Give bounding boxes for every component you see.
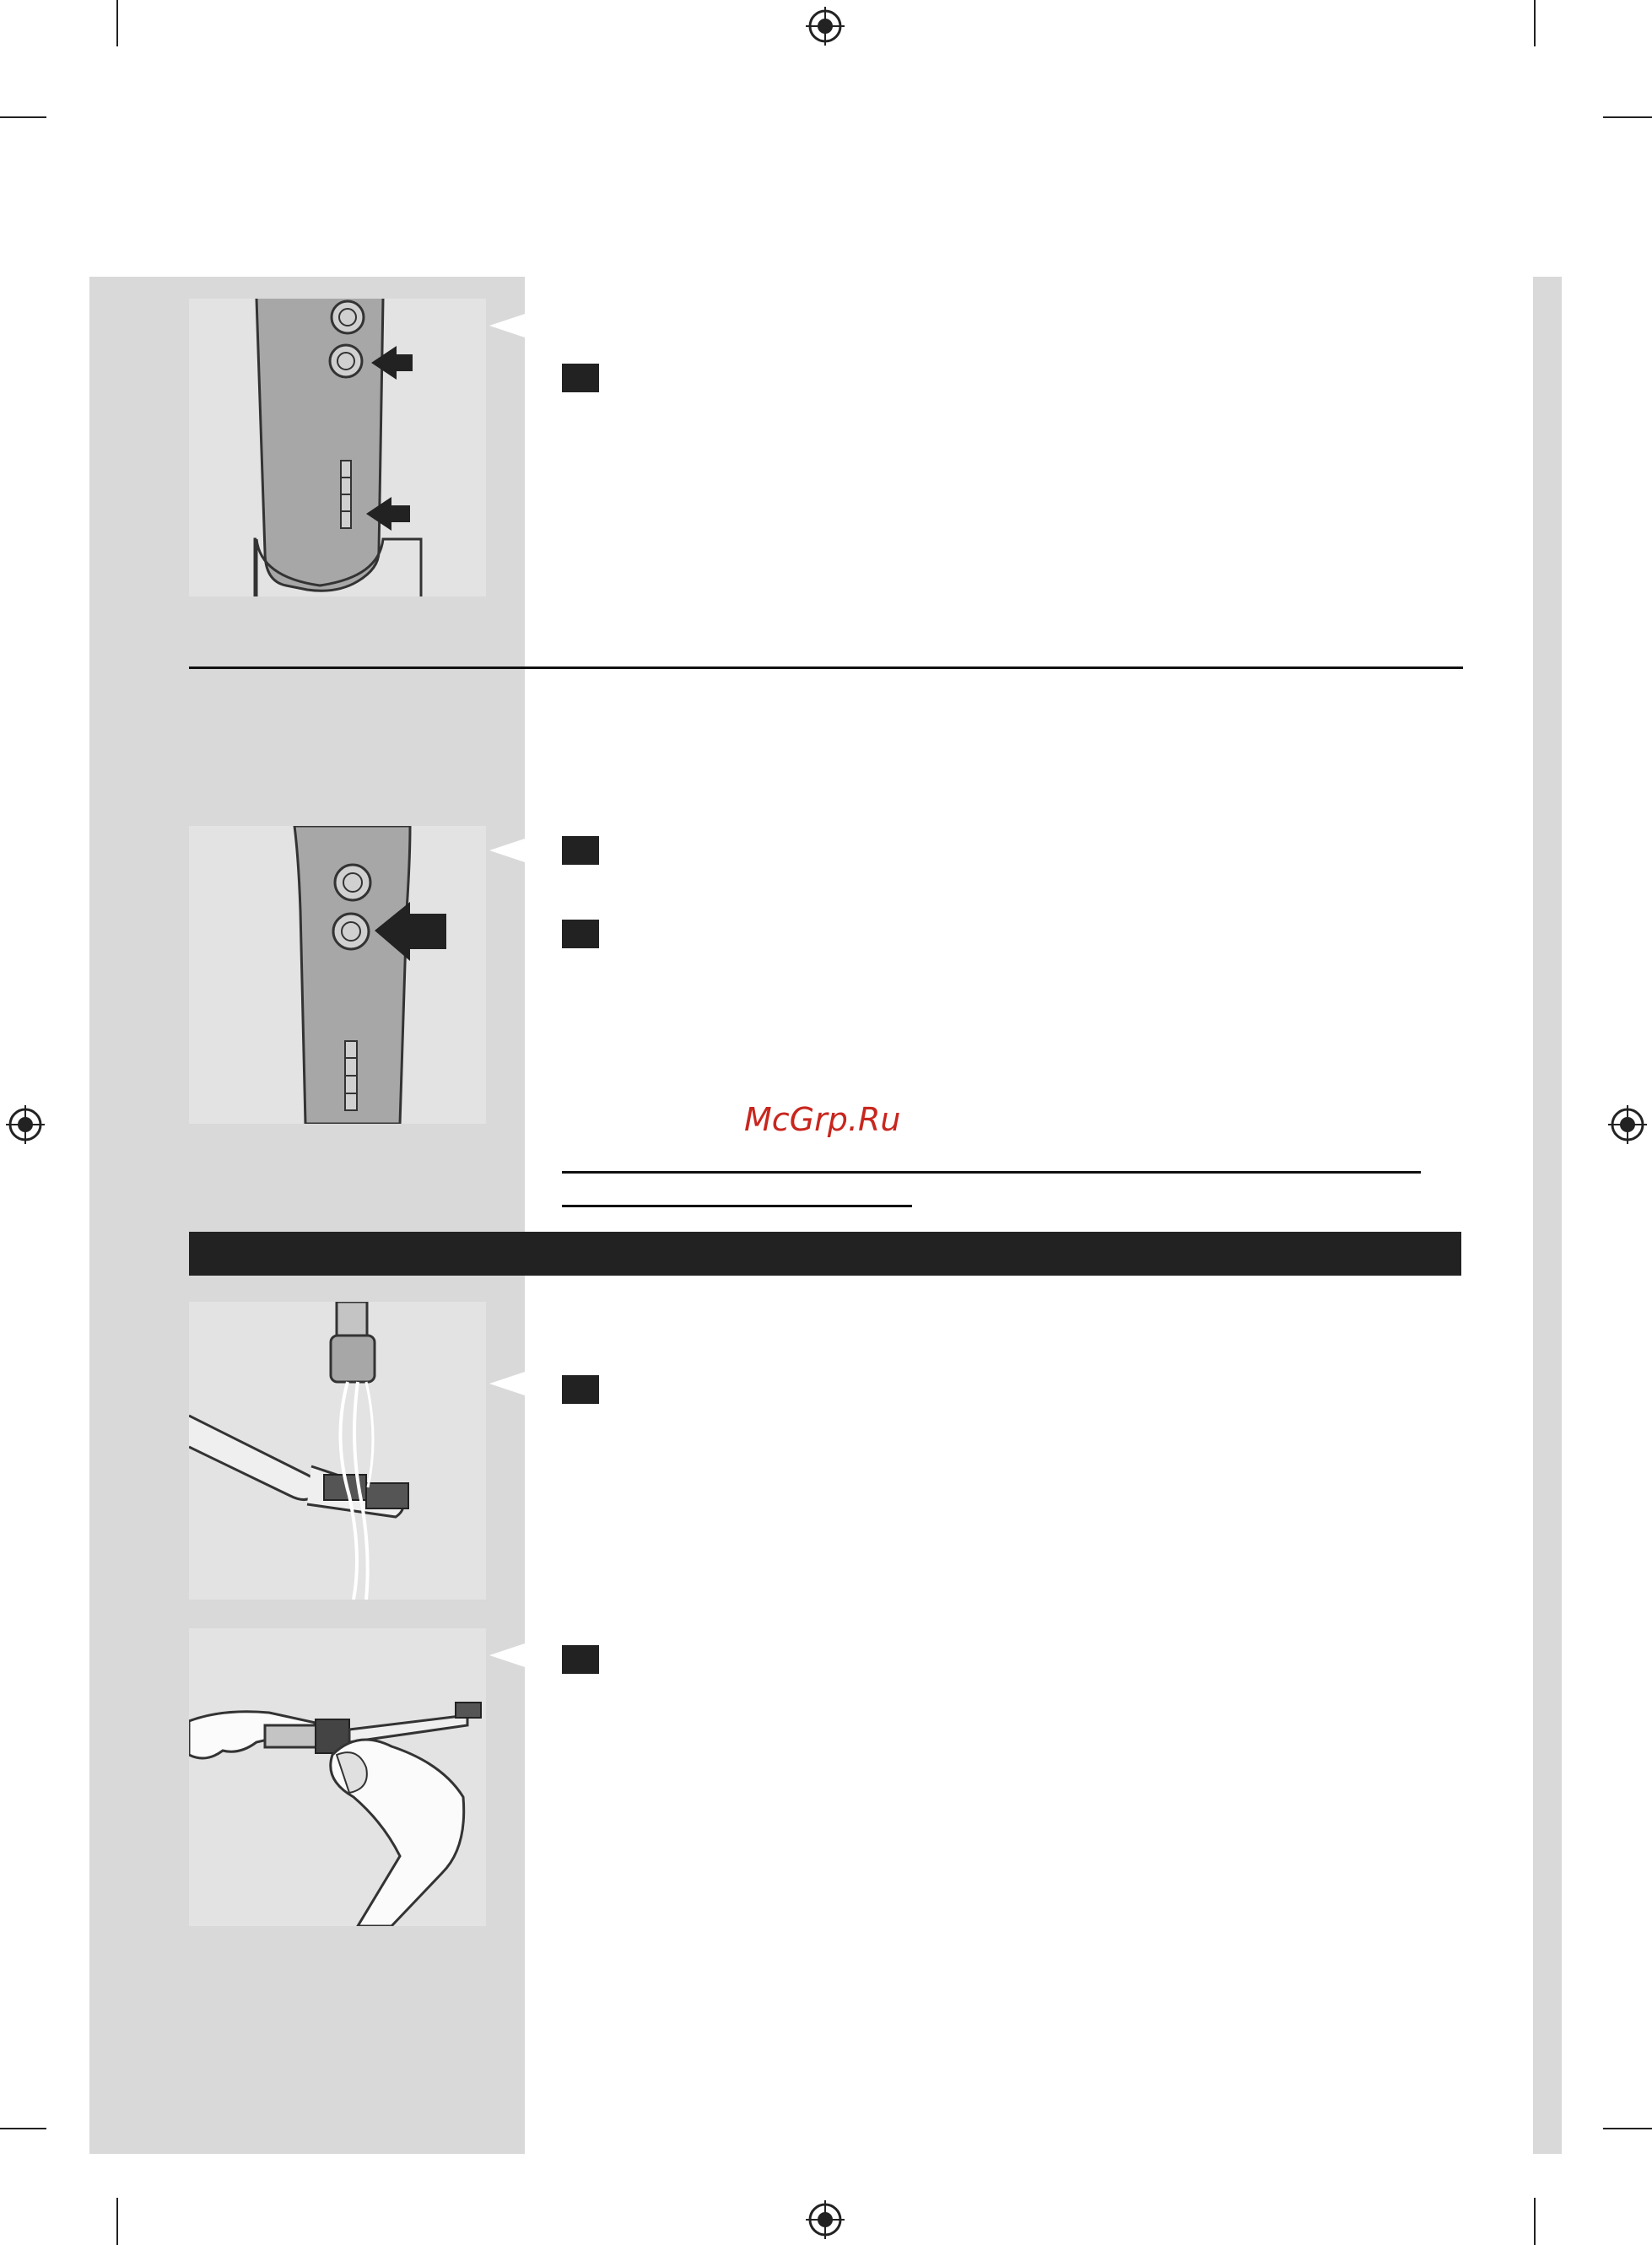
figure-pointer <box>489 1372 525 1395</box>
section-heading-band <box>189 1232 1461 1276</box>
figure-pointer <box>489 1643 525 1667</box>
crop-mark <box>0 2128 46 2129</box>
text-underline <box>562 1171 1421 1174</box>
step-number-box <box>562 836 599 865</box>
registration-mark-bottom <box>806 2200 845 2239</box>
figure-pointer <box>489 839 525 862</box>
crop-mark <box>1603 2128 1652 2129</box>
figure-clean-brush-head <box>189 1628 486 1926</box>
figure-rinse-brush-head <box>189 1302 486 1600</box>
crop-mark <box>1534 2198 1536 2245</box>
section-divider <box>189 666 1463 669</box>
crop-mark <box>0 116 46 118</box>
crop-mark <box>1603 116 1652 118</box>
step-number-box <box>562 1645 599 1674</box>
step-number-box <box>562 364 599 392</box>
step-number-box <box>562 920 599 948</box>
right-edge-bar <box>1533 277 1562 2154</box>
crop-mark <box>1534 0 1536 46</box>
text-underline <box>562 1205 912 1207</box>
figure-handle-mode-indicator <box>189 299 486 596</box>
figure-pointer <box>489 314 525 337</box>
registration-mark-top <box>806 7 845 46</box>
crop-mark <box>116 2198 118 2245</box>
registration-mark-right <box>1608 1105 1647 1144</box>
figure-handle-mode-button <box>189 826 486 1124</box>
crop-mark <box>116 0 118 46</box>
registration-mark-left <box>6 1105 45 1144</box>
step-number-box <box>562 1375 599 1404</box>
watermark: McGrp.Ru <box>744 1101 901 1138</box>
